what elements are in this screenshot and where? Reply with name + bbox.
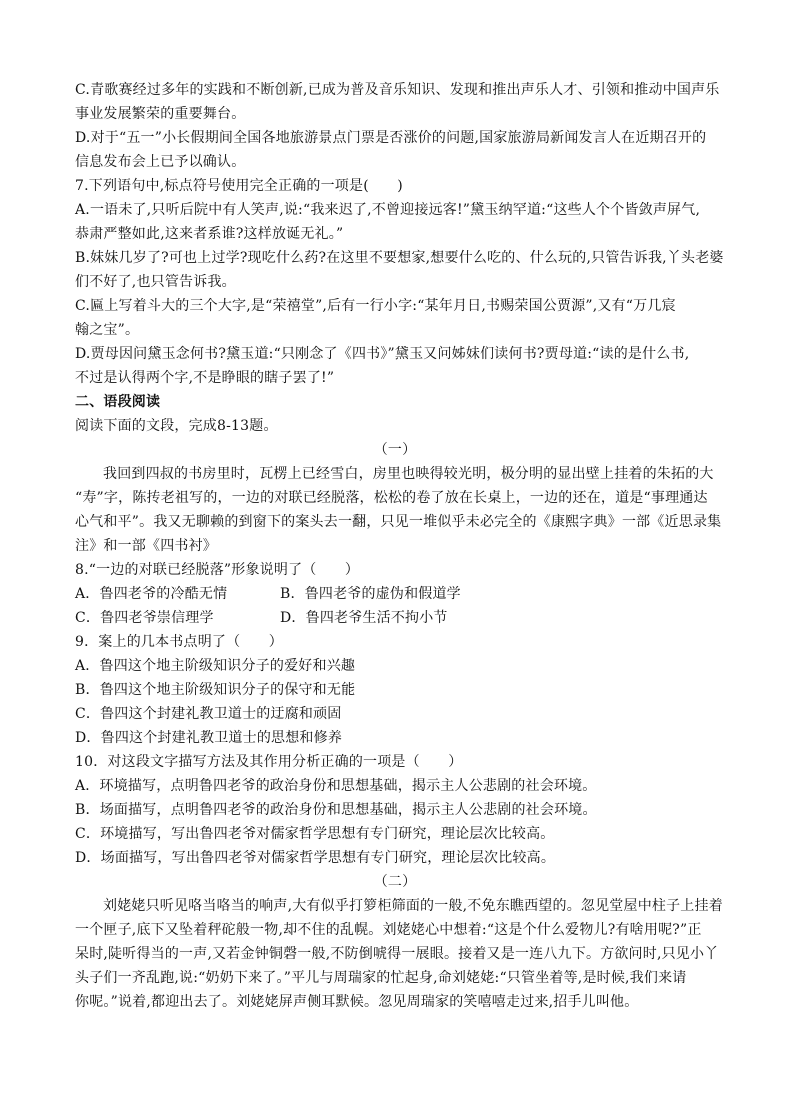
question-7-option-c-line1: C.匾上写着斗大的三个大字,是“荣禧堂”,后有一行小字:“某年月日,书赐荣国公贾源”,又有“万几宸 [75, 298, 676, 314]
passage-1-line: 注》和一部《四书衬》 [75, 538, 217, 554]
question-10-option-c: C．环境描写，写出鲁四老爷对儒家哲学思想有专门研究，理论层次比较高。 [75, 826, 555, 842]
question-8-options-row [75, 606, 715, 630]
question-8-option-b: B．鲁四老爷的虚伪和假道学 [280, 586, 461, 602]
question-7-option-d-line1: D.贾母因问黛玉念何书?黛玉道:“只刚念了《四书》”黛玉又问姊妹们读何书?贾母道:“读的是什么书, [75, 346, 690, 362]
question-9-option-a: A．鲁四这个地主阶级知识分子的爱好和兴趣 [75, 658, 356, 674]
passage-2-line: 头子们一齐乱跑,说:“奶奶下来了。”平儿与周瑞家的忙起身,命刘姥姥:“只管坐着等,是时候,我们来请 [75, 970, 687, 986]
passage-2-line: 一个匣子,底下又坠着秤砣般一物,却不住的乱幌。刘姥姥心中想着:“这是个什么爱物儿?有啥用呢?”正 [75, 922, 702, 938]
section-2 [75, 390, 723, 1014]
question-9-option-c: C．鲁四这个封建礼教卫道士的迂腐和顽固 [75, 706, 342, 722]
section-heading: 二、语段阅读 [75, 394, 161, 410]
exam-page [75, 78, 724, 1014]
question-7-option-b-line1: B.妹妹几岁了?可也上过学?现吃什么药?在这里不要想家,想要什么吃的、什么玩的,只管告诉我,丫头老婆 [75, 250, 724, 266]
question-10-option-b: B．场面描写，点明鲁四老爷的政治身份和思想基础，揭示主人公悲剧的社会环境。 [75, 802, 597, 818]
question-9-option-d: D．鲁四这个封建礼教卫道士的思想和修养 [75, 730, 343, 746]
option-d-line2: 信息发布会上已予以确认。 [75, 154, 246, 170]
passage-2-line: 呆时,陡听得当的一声,又若金钟铜磬一般,不防倒唬得一展眼。接着又是一连八九下。方欲问时,只见小丫 [75, 946, 719, 962]
passage-1-line: 心气和平”。我又无聊赖的到窗下的案头去一翻，只见一堆似乎未必完全的《康熙字典》一部《近思录集 [75, 514, 722, 530]
question-7 [75, 174, 724, 390]
question-8-stem: 8.“一边的对联已经脱落”形象说明了（ ） [75, 562, 360, 578]
question-7-option-a-line1: A.一语未了,只听后院中有人笑声,说:“我来迟了,不曾迎接远客!”黛玉纳罕道:“这些人个个皆敛声屏气, [75, 202, 701, 218]
question-7-option-d-line2: 不过是认得两个字,不是睁眼的瞎子罢了!” [75, 370, 335, 386]
question-7-option-b-line2: 们不好了,也只管告诉我。 [75, 274, 236, 290]
passage-2-line: 你呢。”说着,都迎出去了。刘姥姥屏声侧耳默候。忽见周瑞家的笑嘻嘻走过来,招手儿叫他。 [75, 994, 639, 1010]
question-10-option-a: A．环境描写，点明鲁四老爷的政治身份和思想基础，揭示主人公悲剧的社会环境。 [75, 778, 597, 794]
passage-1-title: （一） [373, 442, 417, 458]
option-c-line1: C.青歌赛经过多年的实践和不断创新,已成为普及音乐知识、发现和推出声乐人才、引领和推动中国声乐 [75, 82, 720, 98]
question-9-option-b: B．鲁四这个地主阶级知识分子的保守和无能 [75, 682, 356, 698]
option-d-line1: D.对于“五一”小长假期间全国各地旅游景点门票是否涨价的问题,国家旅游局新闻发言人在近期召开的 [75, 130, 707, 146]
question-7-stem: 7.下列语句中,标点符号使用完全正确的一项是( ) [75, 178, 403, 194]
question-7-option-a-line2: 恭肃严整如此,这来者系谁?这样放诞无礼。” [75, 226, 344, 242]
question-10-stem: 10．对这段文字描写方法及其作用分析正确的一项是（ ） [75, 754, 463, 770]
question-8-option-c: C．鲁四老爷崇信理学 [75, 610, 214, 626]
passage-1-line: “寿”字，陈抟老祖写的，一边的对联已经脱落，松松的卷了放在长桌上，一边的还在，道是“事理通达 [75, 490, 708, 506]
question-8-options-row [75, 582, 715, 606]
question-6-options-continued [75, 78, 720, 174]
passage-1-line: 我回到四叔的书房里时，瓦楞上已经雪白，房里也映得较光明，极分明的显出壁上挂着的朱拓的大 [103, 466, 714, 482]
passage-2-line: 刘姥姥只听见咯当咯当的响声,大有似乎打箩柜筛面的一般,不免东瞧西望的。忽见堂屋中柱子上挂着 [103, 898, 723, 914]
section-instruction: 阅读下面的文段，完成8-13题。 [75, 418, 278, 434]
question-7-option-c-line2: 翰之宝”。 [75, 322, 140, 338]
passage-2-title: （二） [373, 874, 417, 890]
question-9-stem: 9．案上的几本书点明了（ ） [75, 634, 283, 650]
question-8-option-a: A．鲁四老爷的冷酷无情 [75, 586, 228, 602]
question-10-option-d: D．场面描写，写出鲁四老爷对儒家哲学思想有专门研究，理论层次比较高。 [75, 850, 556, 866]
option-c-line2: 事业发展繁荣的重要舞台。 [75, 106, 246, 122]
question-8-option-d: D．鲁四老爷生活不拘小节 [280, 610, 448, 626]
